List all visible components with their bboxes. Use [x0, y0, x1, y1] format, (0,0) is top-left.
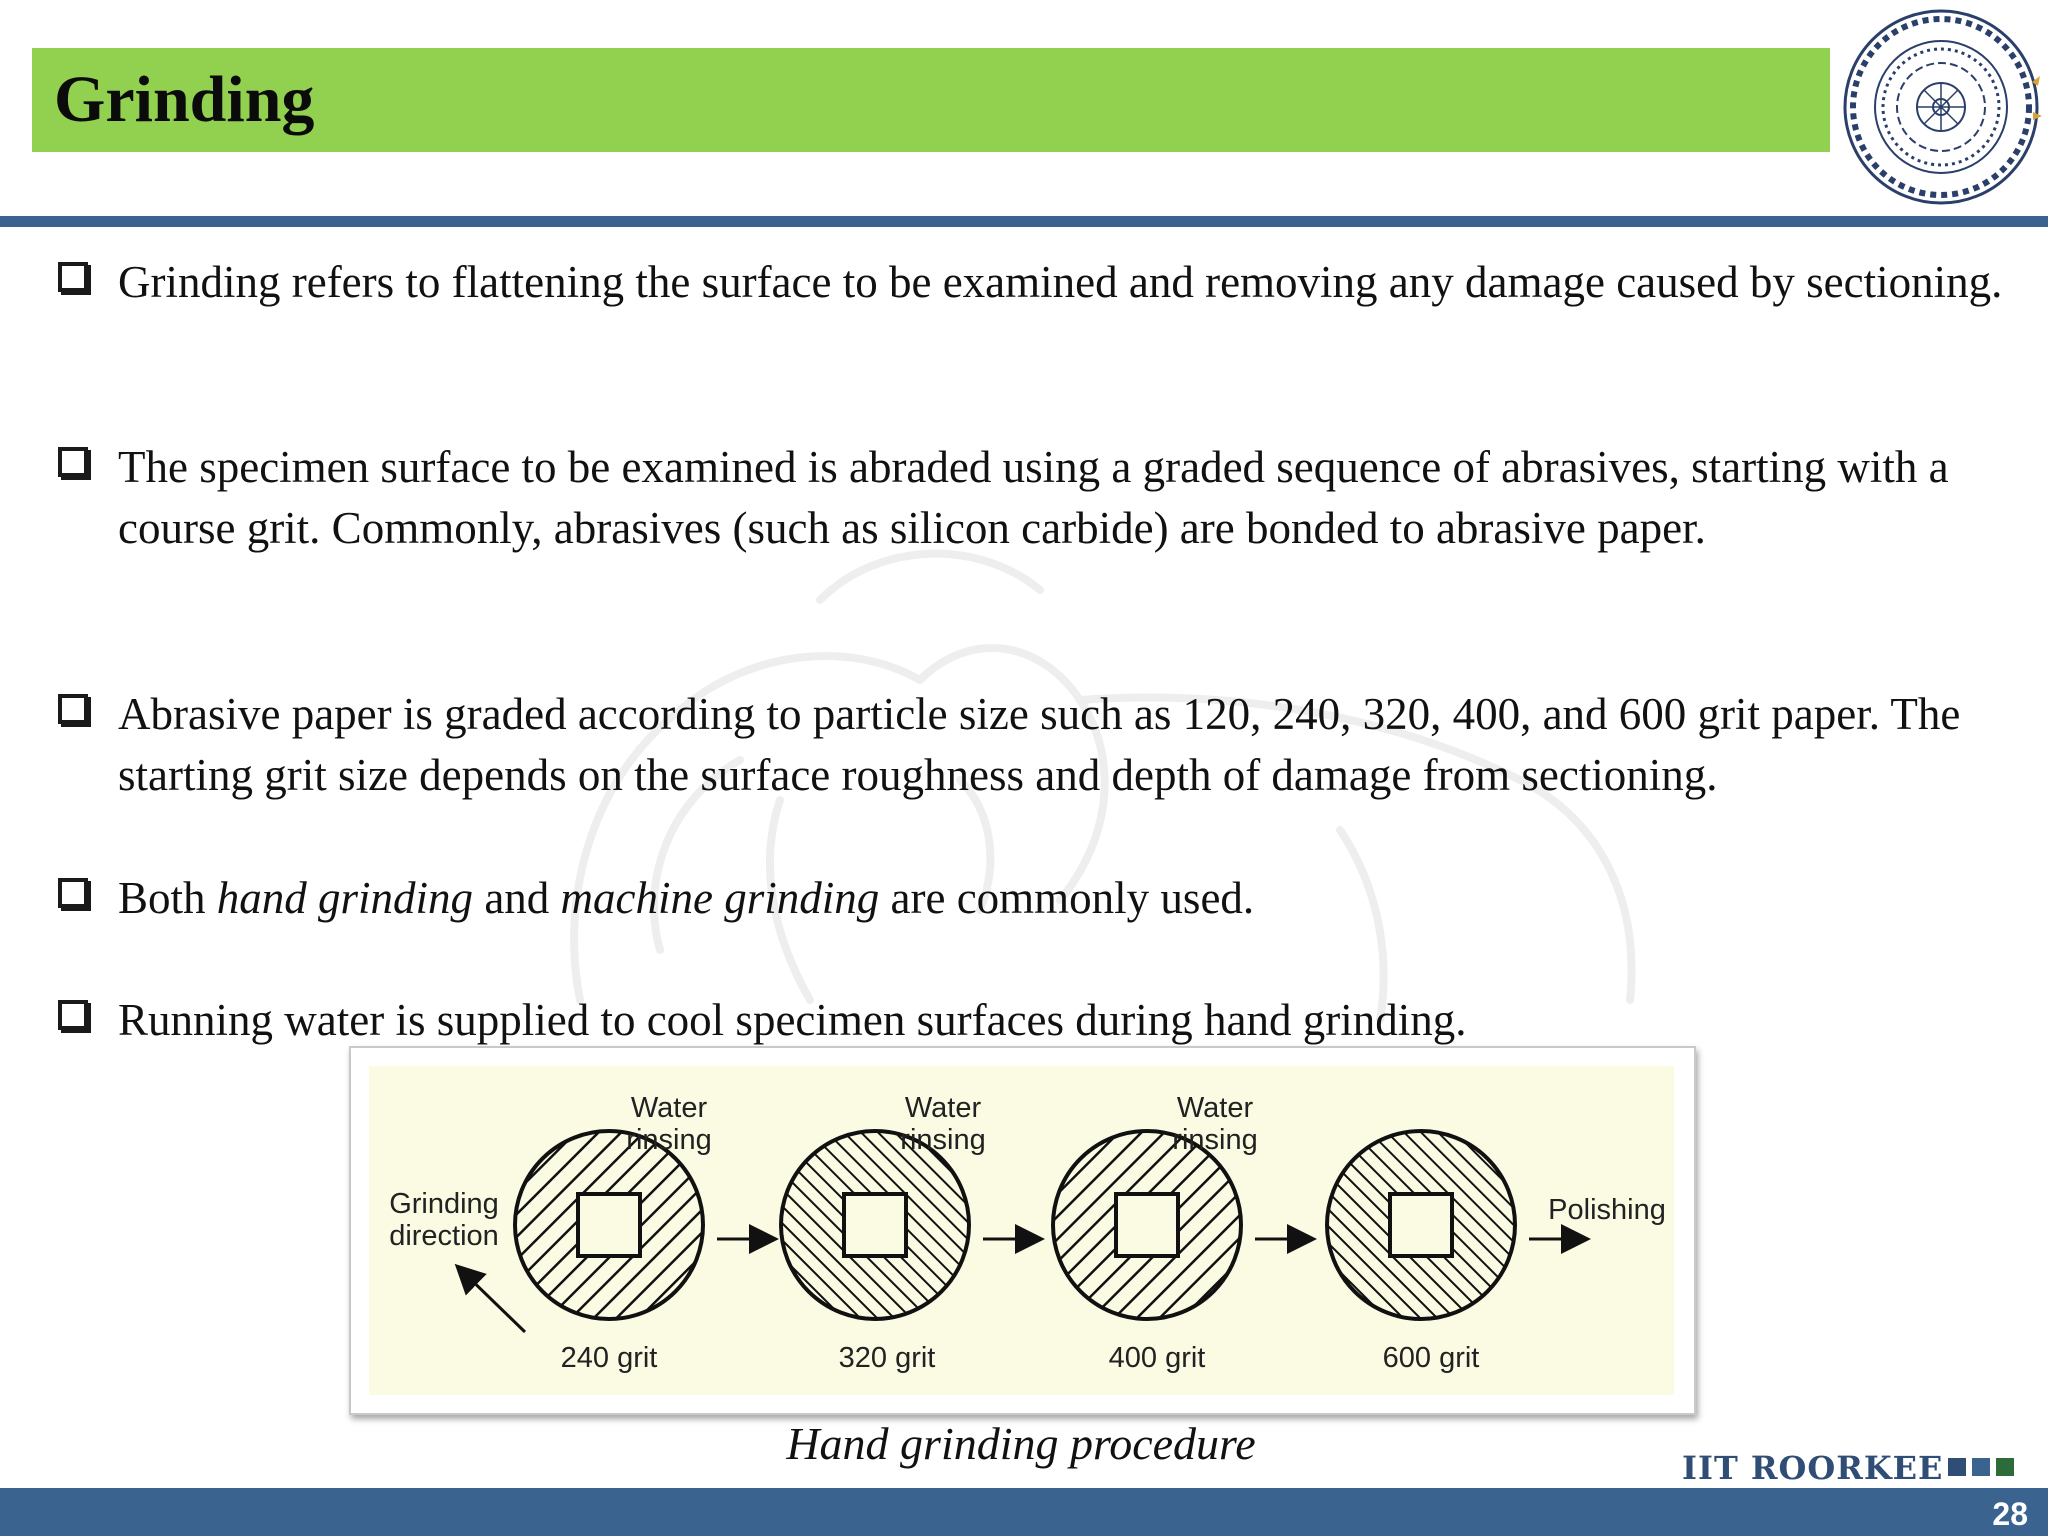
checkbox-bullet-icon: [58, 262, 88, 292]
grinding-direction-label: Grinding direction: [389, 1188, 499, 1252]
footer-bar: [0, 1488, 2048, 1536]
disc-240-grit: [515, 1131, 703, 1319]
slide-title: Grinding: [54, 63, 315, 136]
checkbox-bullet-icon: [58, 1000, 88, 1030]
bullet-text: Abrasive paper is graded according to particle size such as 120, 240, 320, 400, and 600 grit paper. The starting grit size depends on the surface roughness and depth of damage from sectioning.: [118, 689, 1961, 800]
title-bar: [32, 48, 1830, 152]
grit-label: 320 grit: [838, 1342, 936, 1374]
bullet-text: Running water is supplied to cool specimen surfaces during hand grinding.: [118, 995, 1467, 1045]
brand-square-icon: [1996, 1458, 2014, 1476]
italic-term: machine grinding: [560, 873, 880, 923]
iit-roorkee-seal-logo: [1836, 2, 2046, 212]
disc-320-grit: [781, 1131, 969, 1319]
checkbox-bullet-icon: [58, 447, 88, 477]
brand-square-icon: [1948, 1458, 1966, 1476]
brand-square-icon: [1972, 1458, 1990, 1476]
page-number: 28: [1992, 1496, 2028, 1532]
hand-grinding-figure: [349, 1046, 1696, 1415]
polishing-label: Polishing: [1548, 1194, 1666, 1226]
figure-panel: [369, 1066, 1674, 1395]
grinding-direction-arrow-icon: [459, 1268, 525, 1332]
water-rinsing-label: Water rinsing: [626, 1092, 712, 1156]
iit-roorkee-brand: IIT ROORKEE: [1682, 1449, 1944, 1487]
disc-600-grit: [1327, 1131, 1515, 1319]
bullet-text: Both hand grinding and machine grinding are commonly used.: [118, 873, 1255, 923]
italic-term: hand grinding: [216, 873, 474, 923]
bullet-text: The specimen surface to be examined is abraded using a graded sequence of abrasives, starting with a course grit. Commonly, abrasives (such as silicon carbide) are bonded to abrasive paper.: [118, 442, 1949, 553]
grit-label: 600 grit: [1382, 1342, 1480, 1374]
disc-400-grit: [1053, 1131, 1241, 1319]
grit-label: 240 grit: [560, 1342, 658, 1374]
water-rinsing-label: Water rinsing: [1172, 1092, 1258, 1156]
bullet-text: Grinding refers to flattening the surface to be examined and removing any damage caused by sectioning.: [118, 257, 2003, 307]
header-rule: [0, 216, 2048, 227]
checkbox-bullet-icon: [58, 878, 88, 908]
checkbox-bullet-icon: [58, 694, 88, 724]
grit-label: 400 grit: [1108, 1342, 1206, 1374]
water-rinsing-label: Water rinsing: [900, 1092, 986, 1156]
figure-caption: Hand grinding procedure: [786, 1418, 1256, 1469]
